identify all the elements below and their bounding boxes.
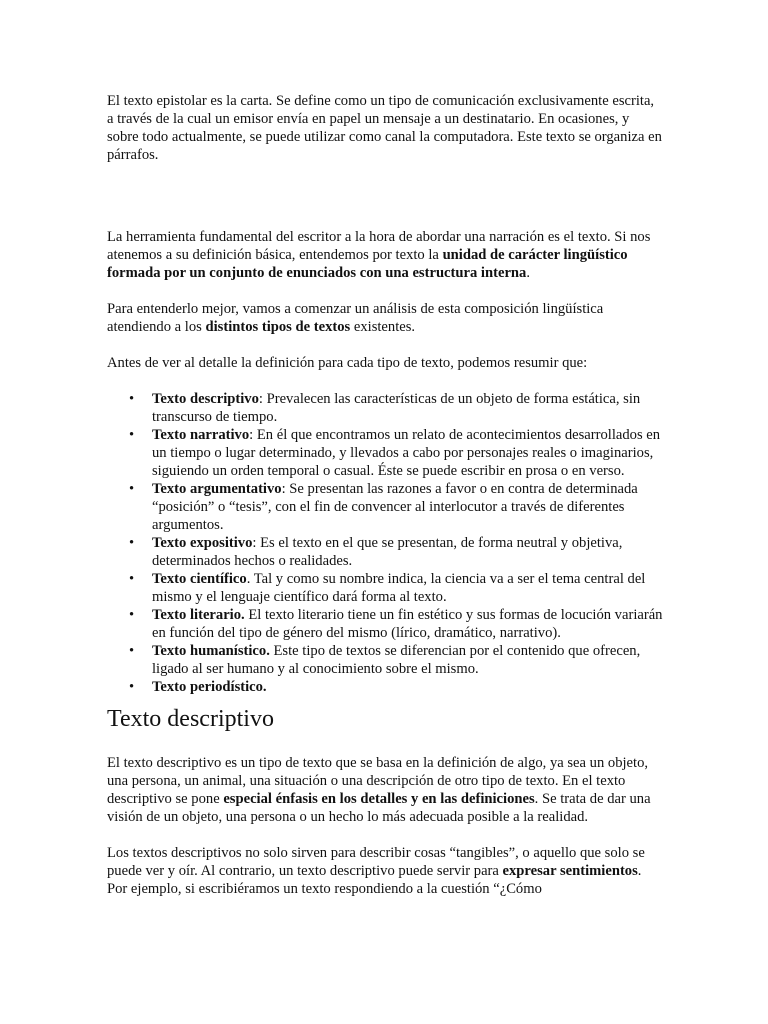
list-item-term: Texto periodístico. <box>152 679 267 695</box>
bold-run: especial énfasis en los detalles y en las definiciones <box>223 791 535 807</box>
text-types-list <box>107 390 663 696</box>
list-item-term: Texto argumentativo <box>152 481 282 497</box>
list-item-term: Texto humanístico. <box>152 643 270 659</box>
list-item <box>152 534 663 570</box>
list-item <box>152 480 663 534</box>
paragraph-resumen: Antes de ver al detalle la definición para cada tipo de texto, podemos resumir que: <box>107 355 588 371</box>
list-item-desc: El texto literario tiene un fin estético y sus formas de locución variarán en función del tipo de género del mismo (lírico, dramático, narrativo). <box>152 607 663 641</box>
paragraph-descriptivo-uso <box>107 844 663 898</box>
list-item <box>152 606 663 642</box>
list-item <box>152 642 663 678</box>
list-item-term: Texto narrativo <box>152 427 250 443</box>
paragraph-descriptivo-def <box>107 754 663 826</box>
list-item-desc: : Es el texto en el que se presentan, de forma neutral y objetiva, determinados hechos o realidades. <box>152 535 623 569</box>
paragraph-entenderlo <box>107 300 663 336</box>
list-item-term: Texto expositivo <box>152 535 253 551</box>
bold-run: unidad de carácter lingüístico formada por un conjunto de enunciados con una estructura interna <box>107 247 628 281</box>
paragraph-herramienta <box>107 228 663 282</box>
section-heading: Texto descriptivo <box>107 706 274 732</box>
list-item-term: Texto descriptivo <box>152 391 259 407</box>
bold-run: distintos tipos de textos <box>205 319 351 335</box>
text-run: . <box>526 265 530 281</box>
list-item-desc: . Tal y como su nombre indica, la ciencia va a ser el tema central del mismo y el lenguaje científico dará forma al texto. <box>152 571 646 605</box>
list-item <box>152 390 663 426</box>
list-item <box>152 426 663 480</box>
list-item-term: Texto literario. <box>152 607 245 623</box>
text-run: La herramienta fundamental del escritor a la hora de abordar una narración es el texto. Si nos atenemos a su definición básica, entendemos por texto la <box>107 229 651 263</box>
text-run: Los textos descriptivos no solo sirven para describir cosas “tangibles”, o aquello que solo se puede ver y oír. Al contrario, un texto descriptivo puede servir para <box>107 845 645 879</box>
list-item-desc: : En él que encontramos un relato de acontecimientos desarrollados en un tiempo o lugar determinado, y llevados a cabo por personajes reales o imaginarios, siguiendo un orden temporal o casual. Éste se puede escribir en prosa o en verso. <box>152 427 661 479</box>
list-item <box>152 570 663 606</box>
paragraph-epistolar: El texto epistolar es la carta. Se define como un tipo de comunicación exclusivamente escrita, a través de la cual un emisor envía en papel un mensaje a un destinatario. En ocasiones, y sobre todo actualmente, se puede utilizar como canal la computadora. Este texto se organiza en párrafos. <box>107 93 662 163</box>
document-page <box>107 92 663 898</box>
text-run: . Por ejemplo, si escribiéramos un texto respondiendo a la cuestión “¿Cómo <box>107 863 642 897</box>
text-run: . Se trata de dar una visión de un objeto, una persona o un hecho lo más adecuada posible a la realidad. <box>107 791 651 825</box>
text-run: Para entenderlo mejor, vamos a comenzar un análisis de esta composición lingüística atendiendo a los <box>107 301 604 335</box>
list-item <box>152 678 663 696</box>
list-item-desc: Este tipo de textos se diferencian por el contenido que ofrecen, ligado al ser humano y al conocimiento sobre el mismo. <box>152 643 641 677</box>
bold-run: expresar sentimientos <box>502 863 638 879</box>
text-run: El texto descriptivo es un tipo de texto que se basa en la definición de algo, ya sea un objeto, una persona, un animal, una situación o una descripción de otro tipo de texto. En el texto descriptivo se pone <box>107 755 649 807</box>
text-run: existentes. <box>350 319 416 335</box>
list-item-desc: : Se presentan las razones a favor o en contra de determinada “posición” o “tesis”, con el fin de convencer al interlocutor a través de diferentes argumentos. <box>152 481 638 533</box>
list-item-desc: : Prevalecen las características de un objeto de forma estática, sin transcurso de tiempo. <box>152 391 641 425</box>
list-item-term: Texto científico <box>152 571 247 587</box>
